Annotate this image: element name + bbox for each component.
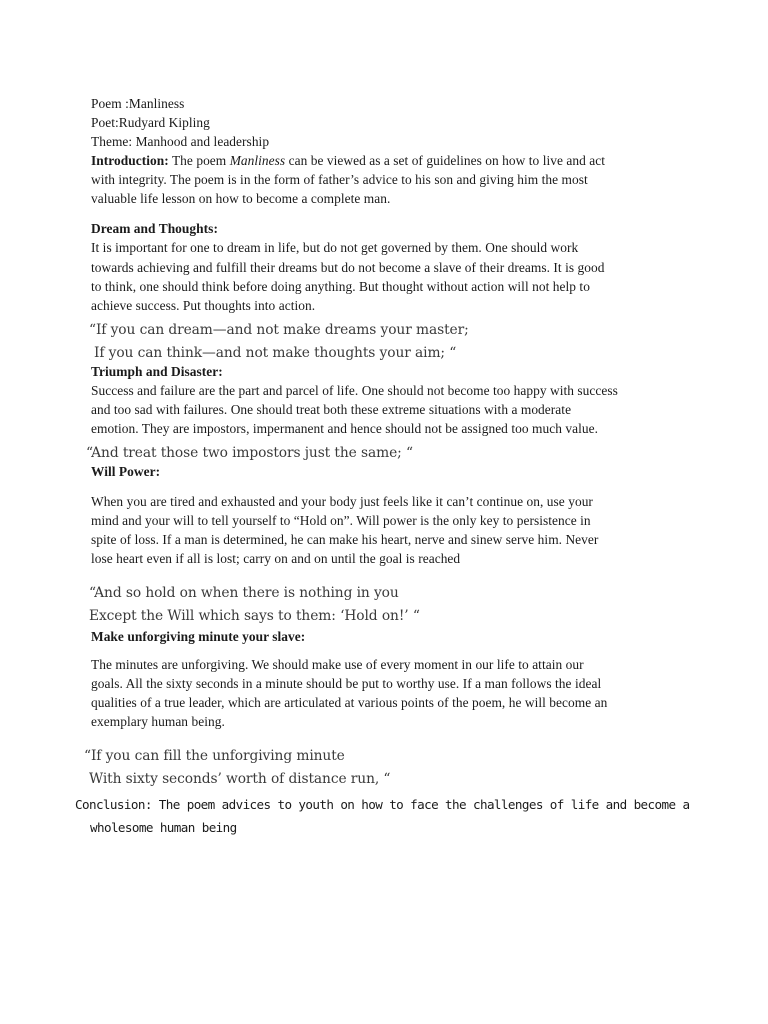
triumph-quote-line: “And treat those two impostors just the same; “ bbox=[86, 445, 413, 461]
dream-paragraph-line: It is important for one to dream in life, but do not get governed by them. One should work bbox=[91, 240, 579, 255]
minute-quote-line: “If you can fill the unforgiving minute bbox=[84, 748, 345, 764]
section-heading-willpower: Will Power: bbox=[91, 464, 161, 479]
willpower-quote-line: Except the Will which says to them: ‘Hold on!’ “ bbox=[89, 608, 420, 624]
introduction-pre: The poem bbox=[171, 153, 227, 168]
introduction-label: Introduction: bbox=[91, 153, 169, 168]
poem-theme: Theme: Manhood and leadership bbox=[91, 134, 270, 149]
willpower-quote-line: “And so hold on when there is nothing in you bbox=[89, 585, 399, 601]
poet-name: Poet:Rudyard Kipling bbox=[91, 115, 210, 130]
willpower-paragraph-line: When you are tired and exhausted and your body just feels like it can’t continue on, use your bbox=[91, 494, 593, 509]
section-heading-triumph: Triumph and Disaster: bbox=[91, 364, 223, 379]
dream-paragraph-line: achieve success. Put thoughts into action. bbox=[91, 298, 316, 313]
dream-paragraph-line: to think, one should think before doing anything. But thought without action will not help to bbox=[91, 279, 590, 294]
introduction-line-2: with integrity. The poem is in the form of father’s advice to his son and giving him the most bbox=[91, 172, 588, 187]
dream-paragraph-line: towards achieving and fulfill their dreams but do not become a slave of their dreams. It is good bbox=[91, 260, 605, 275]
conclusion-line-1: Conclusion: The poem advices to youth on how to face the challenges of life and become a bbox=[75, 797, 690, 812]
introduction-line-1 bbox=[91, 151, 605, 170]
introduction-line-3: valuable life lesson on how to become a complete man. bbox=[91, 191, 391, 206]
introduction-poem-title: Manliness bbox=[229, 153, 286, 168]
minute-paragraph-line: goals. All the sixty seconds in a minute should be put to worthy use. If a man follows the ideal bbox=[91, 676, 602, 691]
willpower-paragraph-line: lose heart even if all is lost; carry on and on until the goal is reached bbox=[91, 551, 461, 566]
willpower-paragraph-line: mind and your will to tell yourself to “Hold on”. Will power is the only key to persistence in bbox=[91, 513, 591, 528]
conclusion-line-2: wholesome human being bbox=[90, 820, 237, 835]
section-heading-minute: Make unforgiving minute your slave: bbox=[91, 629, 306, 644]
minute-paragraph-line: exemplary human being. bbox=[91, 714, 225, 729]
dream-quote-line: If you can think—and not make thoughts your aim; “ bbox=[94, 345, 457, 361]
introduction-post: can be viewed as a set of guidelines on how to live and act bbox=[288, 153, 606, 168]
triumph-paragraph-line: emotion. They are impostors, impermanent and hence should not be assigned too much value. bbox=[91, 421, 598, 436]
minute-paragraph-line: qualities of a true leader, which are articulated at various points of the poem, he will become an bbox=[91, 695, 608, 710]
dream-quote-line: “If you can dream—and not make dreams your master; bbox=[89, 322, 469, 338]
minute-paragraph-line: The minutes are unforgiving. We should make use of every moment in our life to attain our bbox=[91, 657, 584, 672]
section-heading-dream: Dream and Thoughts: bbox=[91, 221, 218, 236]
willpower-paragraph-line: spite of loss. If a man is determined, he can make his heart, nerve and sinew serve him. Never bbox=[91, 532, 599, 547]
minute-quote-line: With sixty seconds’ worth of distance run, “ bbox=[89, 771, 391, 787]
triumph-paragraph-line: Success and failure are the part and parcel of life. One should not become too happy with success bbox=[91, 383, 618, 398]
triumph-paragraph-line: and too sad with failures. One should treat both these extreme situations with a moderate bbox=[91, 402, 572, 417]
poem-title: Poem :Manliness bbox=[91, 96, 185, 111]
